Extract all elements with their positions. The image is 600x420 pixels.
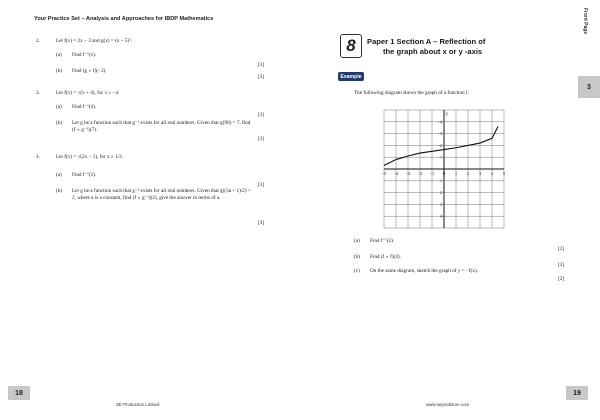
question-stem: Let f(x) = √(2x − 1), for x ≥ 1/2. bbox=[56, 154, 124, 160]
x-tick-label: 5 bbox=[503, 171, 505, 176]
y-tick-label: 4 bbox=[440, 213, 442, 219]
section-title-line1: Paper 1 Section A – Reflection of bbox=[367, 37, 486, 46]
x-tick-label: 1 bbox=[455, 171, 457, 176]
y-tick-label: −2 bbox=[437, 142, 442, 148]
part-text: Find (g ∘ f)(−2). bbox=[72, 68, 107, 74]
mark: [3] bbox=[258, 112, 265, 118]
footer-website: www.seprodstore.com bbox=[426, 402, 470, 407]
part-label: (c) bbox=[354, 268, 360, 274]
mark: [3] bbox=[258, 136, 265, 142]
part-label: (b) bbox=[56, 120, 63, 126]
part-label: (a) bbox=[56, 52, 62, 58]
question-number: 3. bbox=[36, 90, 40, 96]
part-label: (b) bbox=[56, 188, 63, 194]
y-tick-label: 1 bbox=[440, 178, 442, 184]
mark: [3] bbox=[258, 182, 265, 188]
section-title-line2: the graph about x or y -axis bbox=[383, 47, 483, 56]
mark: [3] bbox=[558, 262, 565, 268]
question-stem: Let f(x) = √(x + 4), for x ≥ −4. bbox=[56, 90, 120, 96]
running-head: Your Practice Set – Analysis and Approaches for IBDP Mathematics bbox=[34, 16, 214, 22]
page-number-left: 18 bbox=[8, 386, 30, 400]
section-number: 8 bbox=[340, 34, 362, 58]
x-tick-label: −3 bbox=[405, 171, 411, 176]
part-label: (a) bbox=[56, 104, 62, 110]
x-tick-label: 4 bbox=[491, 171, 493, 176]
part-text: Find (f ∘ f)(4). bbox=[370, 254, 401, 260]
x-tick-label: −5 bbox=[381, 171, 387, 176]
part-text: On the same diagram, sketch the graph of y = −f(x). bbox=[370, 268, 478, 274]
x-tick-label: −2 bbox=[417, 171, 423, 176]
part-text: Find f⁻¹(2). bbox=[370, 238, 395, 244]
y-tick-label: 2 bbox=[440, 190, 442, 196]
example-intro: The following diagram shows the graph of a function f. bbox=[354, 90, 469, 96]
part-label: (b) bbox=[354, 254, 361, 260]
mark: [2] bbox=[558, 276, 565, 282]
y-tick-label: 3 bbox=[440, 201, 442, 207]
chapter-tab: 3 bbox=[578, 76, 600, 98]
part-label: (b) bbox=[56, 68, 63, 74]
x-tick-label: −1 bbox=[429, 171, 435, 176]
question-number: 4. bbox=[36, 154, 40, 160]
x-tick-label: 0 bbox=[443, 171, 445, 176]
part-label: (a) bbox=[354, 238, 360, 244]
x-tick-label: −4 bbox=[393, 171, 399, 176]
x-tick-label: 3 bbox=[479, 171, 481, 176]
footer-publisher: SE Production Limited bbox=[116, 402, 160, 407]
front-page-label: Front Page bbox=[582, 8, 588, 35]
mark: [3] bbox=[258, 62, 265, 68]
function-graph bbox=[378, 104, 510, 234]
y-axis-label: y bbox=[446, 112, 449, 117]
example-badge: Example bbox=[338, 72, 364, 81]
section-title bbox=[367, 37, 537, 57]
part-text: Let g be a function such that g⁻¹ exists for all real numbers. Given that g((3a + 1)/2) = 2, where a is a constant, find (f ∘ g⁻¹)(2), give the answer in terms of a. bbox=[72, 188, 251, 201]
question-stem: Let f(x) = 2x − 3 and g(x) = (x + 5)³. bbox=[56, 38, 133, 44]
mark: [3] bbox=[258, 220, 265, 226]
part-label: (a) bbox=[56, 172, 62, 178]
y-tick-label: −4 bbox=[437, 119, 442, 125]
part-text: Let g be a function such that g⁻¹ exists for all real numbers. Given that g(96) = 7, find (f ∘ g⁻¹)(7). bbox=[72, 120, 251, 133]
mark: [3] bbox=[258, 74, 265, 80]
page-number-right: 19 bbox=[566, 386, 588, 400]
x-tick-label: 2 bbox=[467, 171, 469, 176]
y-tick-label: −3 bbox=[437, 131, 442, 137]
mark: [2] bbox=[558, 246, 565, 252]
graph-axes bbox=[381, 110, 504, 228]
y-tick-label: −1 bbox=[437, 154, 442, 160]
part-text: Find f⁻¹(4). bbox=[72, 104, 97, 110]
part-text: Find f⁻¹(3). bbox=[72, 172, 97, 178]
part-text: Find f⁻¹(x). bbox=[72, 52, 97, 58]
question-number: 2. bbox=[36, 38, 40, 44]
